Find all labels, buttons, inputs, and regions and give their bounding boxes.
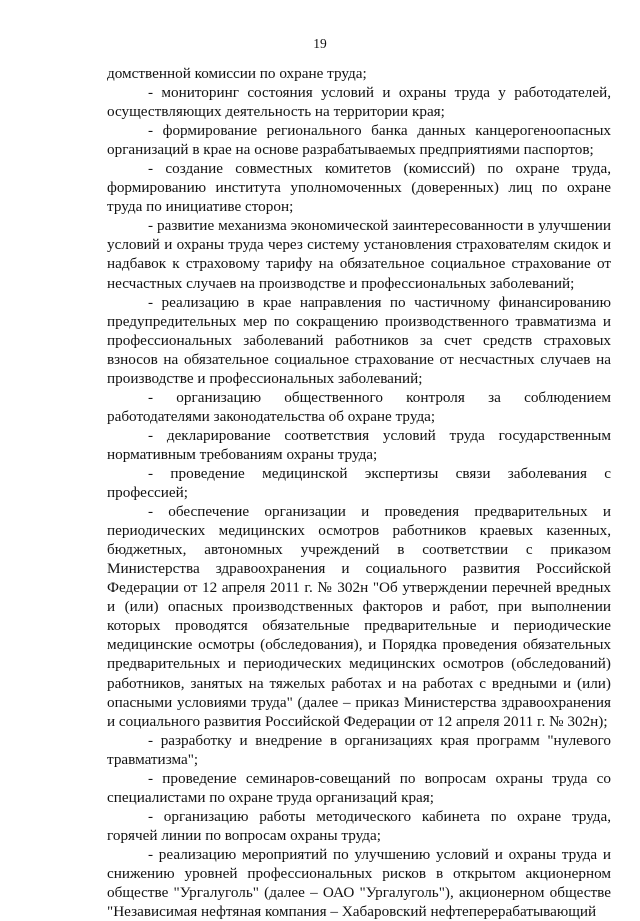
paragraph-preventive-financing: - реализацию в крае направления по частичному финансированию предупредительных мер по сокращению производственного травматизма и профессиональных заболеваний работников за счет средств страховых взносов на обязательное социальное страхование от несчастных случаев на производстве и профессиональных заболеваний; <box>107 293 611 387</box>
paragraph-declaration: - декларирование соответствия условий труда государственным нормативным требованиям охраны труда; <box>107 426 611 463</box>
paragraph-medical-expertise: - проведение медицинской экспертизы связи заболевания с профессией; <box>107 464 611 502</box>
paragraph-joint-committees: - создание совместных комитетов (комиссий) по охране труда, формированию института уполномоченных (доверенных) лиц по охране труда по инициативе сторон; <box>107 160 611 216</box>
paragraph-regional-databank: - формирование регионального банка данных канцерогеноопасных организаций в крае на основе разрабатываемых предприятиями паспортов; <box>107 122 611 159</box>
document-body <box>107 64 611 921</box>
paragraph-economic-incentives: - развитие механизма экономической заинтересованности в улучшении условий и охраны труда через систему установления страхователям скидок и надбавок к страховому тарифу на обязательное социальное страхование от несчастных случаев на производстве и профессиональных заболеваний; <box>107 217 611 292</box>
paragraph-seminars: - проведение семинаров-совещаний по вопросам охраны труда со специалистами по охране труда организаций края; <box>107 769 611 806</box>
paragraph-monitoring: - мониторинг состояния условий и охраны труда у работодателей, осуществляющих деятельность на территории края; <box>107 84 611 121</box>
paragraph-zero-injury: - разработку и внедрение в организациях края программ "нулевого травматизма"; <box>107 731 611 768</box>
paragraph-public-control: - организацию общественного контроля за соблюдением работодателями законодательства об охране труда; <box>107 388 611 425</box>
paragraph-risk-reduction: - реализацию мероприятий по улучшению условий и охраны труда и снижению уровней профессиональных рисков в открытом акционерном обществе "Ургалуголь" (далее – ОАО "Ургалуголь"), акционерном обществе "Независимая нефтяная компания – Хабаровский нефтеперерабатывающий <box>107 845 611 921</box>
paragraph-medical-examinations: - обеспечение организации и проведения предварительных и периодических медицинских осмотров работников краевых казенных, бюджетных, автономных учреждений в соответствии с приказом Министерства здравоохранения и социального развития Российской Федерации от 12 апреля 2011 г. № 302н "Об утверждении перечней вредных и (или) опасных производственных факторов и работ, при выполнении которых проводятся обязательные предварительные и периодические медицинские осмотры (обследования), и Порядка проведения обязательных предварительных и периодических медицинских осмотров (обследований) работников, занятых на тяжелых работах и на работах с вредными и (или) опасными условиями труда" (далее – приказ Министерства здравоохранения и социального развития Российской Федерации от 12 апреля 2011 г. № 302н); <box>107 503 611 730</box>
paragraph-continuation: домственной комиссии по охране труда; <box>107 65 367 82</box>
paragraph-methodical-office: - организацию работы методического кабинета по охране труда, горячей линии по вопросам охраны труда; <box>107 807 611 844</box>
page-number: 19 <box>313 36 327 51</box>
